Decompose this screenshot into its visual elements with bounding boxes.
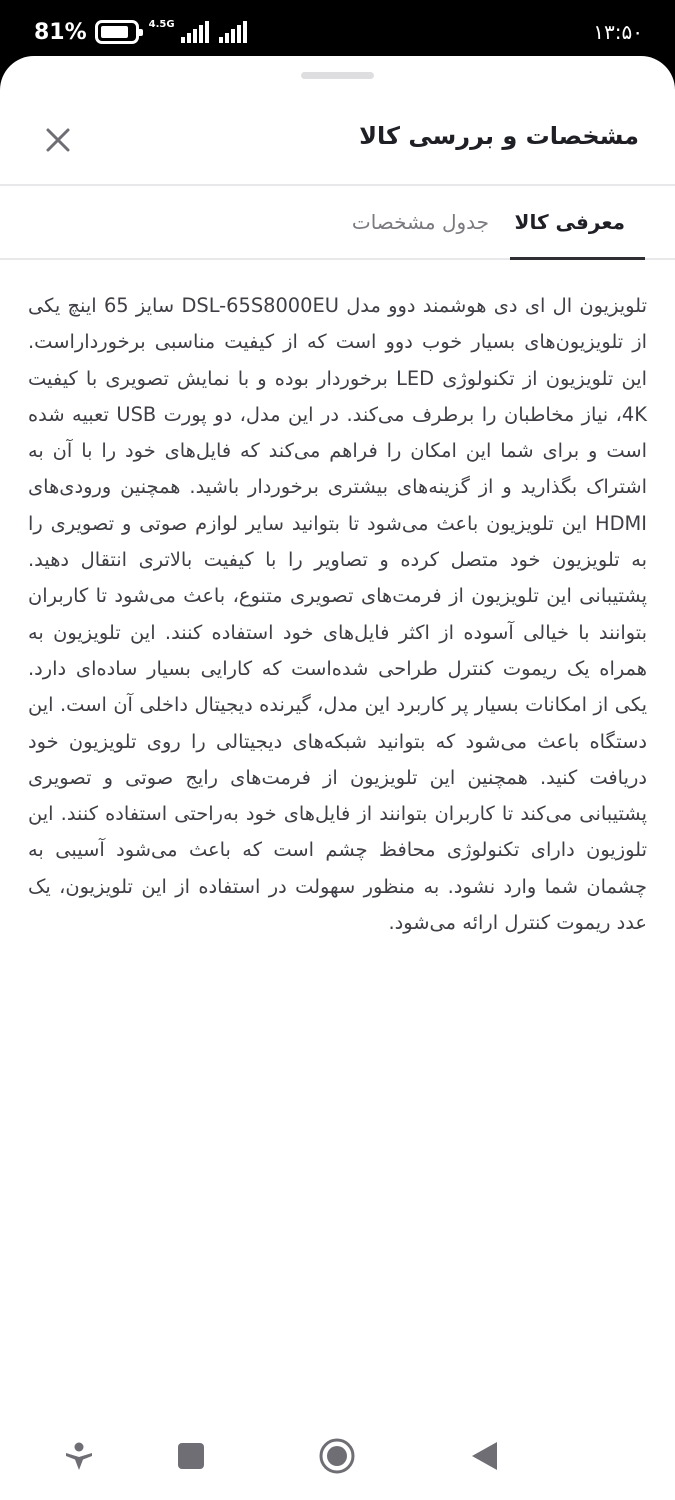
tab-product-intro[interactable]: معرفی کالا [514,210,625,234]
status-indicators [34,18,247,46]
battery-icon [95,20,139,44]
sheet-drag-handle[interactable] [301,72,374,79]
recents-icon [177,1442,205,1470]
home-icon [318,1437,356,1475]
bottom-sheet [0,56,675,1500]
status-bar [0,0,675,62]
battery-level: 81% [34,19,87,45]
recents-button[interactable] [167,1432,215,1480]
home-button[interactable] [313,1432,361,1480]
signal-icon-secondary [219,21,247,43]
accessibility-button[interactable] [55,1432,103,1480]
signal-icon [181,21,209,43]
sheet-header [0,100,675,186]
accessibility-icon [63,1440,95,1472]
clock: ۱۳:۵۰ [593,20,643,44]
back-button[interactable] [460,1432,508,1480]
network-type: 4.5G [148,19,175,30]
close-button[interactable] [36,118,80,162]
sheet-title: مشخصات و بررسی کالا [359,122,639,150]
tab-bar [0,188,675,260]
system-nav-bar [0,1416,675,1500]
product-description: تلویزیون ال ای دی هوشمند دوو مدل DSL-65S8000EU سایز 65 اینچ یکی از تلویزیون‌های بسیار خوب دوو است که از کیفیت مناسبی برخورداراست. این تلویزیون از تکنولوژی LED برخوردار بوده و با نمایش تصویری با کیفیت 4K، نیاز مخاطبان را برطرف می‌کند. در این مدل، دو پورت USB تعبیه شده است و برای شما این امکان را فراهم می‌کند که فایل‌های خود را با آن به اشتراک بگذارید و از گزینه‌های بیشتری برخوردار باشید. همچنین ورودی‌های HDMI این تلویزیون باعث می‌شود تا بتوانید سایر لوازم صوتی و تصویری را به تلویزیون خود متصل کرده و تصاویر را با کیفیت بالاتری انتقال دهید. پشتیبانی این تلویزیون از فرمت‌های تصویری متنوع، باعث می‌شود تا کاربران بتوانند با خیالی آسوده از اکثر فایل‌های خود استفاده کنند. این تلویزیون به همراه یک ریموت کنترل طراحی شده‌است که کارایی بسیار ساده‌ای دارد. یکی از امکانات بسیار پر کاربرد این مدل، گیرنده دیجیتال داخلی آن است. این دستگاه باعث می‌شود که بتوانید شبکه‌های دیجیتالی را روی تلویزیون خود دریافت کنید. همچنین این تلویزیون از فرمت‌های رایج صوتی و تصویری پشتیبانی می‌کند تا کاربران بتوانند از فایل‌های خود به‌راحتی استفاده کنند. این تلوزیون دارای تکنولوژی محافظ چشم است که باعث می‌شود آسیبی به چشمان شما وارد نشود. به منظور سهولت در استفاده از این تلویزیون، یک عدد ریموت کنترل ارائه می‌شود. [28,294,648,935]
tab-spec-table[interactable]: جدول مشخصات [351,210,489,234]
close-icon [45,127,71,153]
active-tab-indicator [510,257,645,260]
back-icon [469,1440,499,1472]
